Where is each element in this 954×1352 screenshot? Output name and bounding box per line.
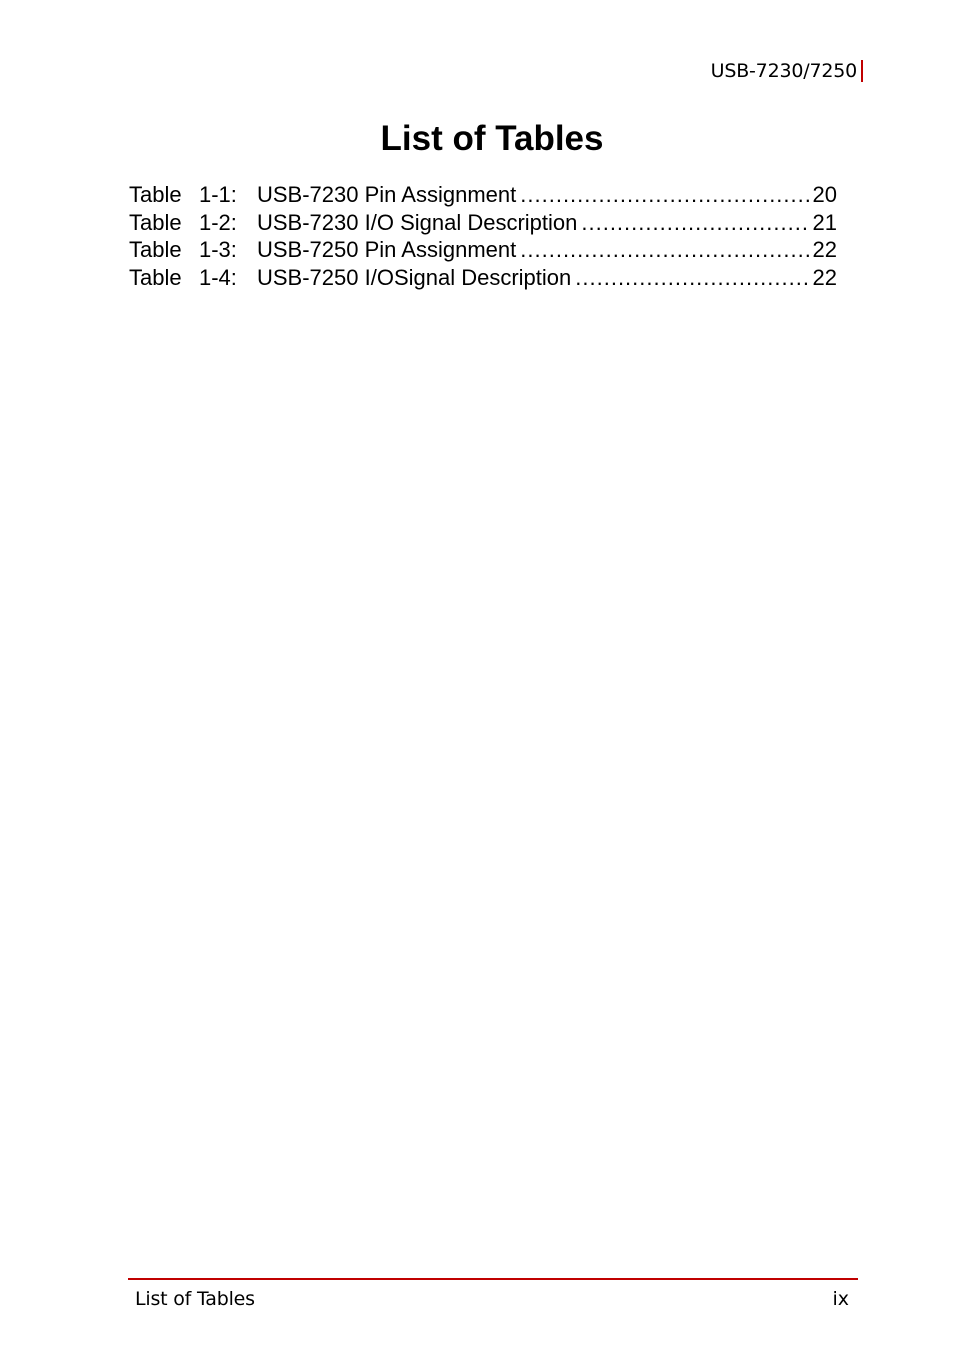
- toc-entry-1-4[interactable]: [129, 265, 837, 293]
- header-accent-bar: [861, 60, 863, 82]
- footer-section-name: List of Tables: [135, 1288, 255, 1310]
- footer-page-number: ix: [832, 1288, 849, 1310]
- toc-entry-number: 1-2:: [199, 209, 237, 235]
- toc-entry-page: 21: [812, 209, 837, 235]
- toc-dot-leader: [520, 237, 808, 263]
- table-of-contents: [129, 182, 837, 292]
- toc-entry-page: 20: [812, 182, 837, 207]
- toc-entry-number: 1-1:: [199, 182, 237, 207]
- toc-entry-title: USB-7230 I/O Signal Description: [257, 209, 578, 235]
- toc-entry-label: Table: [129, 209, 182, 235]
- toc-entry-number: 1-4:: [199, 264, 237, 290]
- toc-entry-1-1[interactable]: [129, 182, 837, 210]
- toc-dot-leader: [520, 182, 808, 208]
- running-header: [711, 58, 863, 84]
- page-title: List of Tables: [380, 119, 604, 158]
- header-product-name: USB-7230/7250: [710, 60, 857, 82]
- footer-rule: [128, 1278, 858, 1280]
- toc-entry-title: USB-7250 Pin Assignment: [257, 237, 517, 262]
- toc-entry-title: USB-7230 Pin Assignment: [257, 182, 517, 207]
- toc-entry-page: 22: [812, 264, 837, 290]
- toc-entry-1-3[interactable]: [129, 237, 837, 265]
- toc-entry-page: 22: [812, 237, 837, 262]
- toc-entry-label: Table: [129, 264, 182, 290]
- toc-entry-title: USB-7250 I/OSignal Description: [257, 264, 572, 290]
- toc-dot-leader: [581, 210, 808, 236]
- toc-entry-label: Table: [129, 237, 182, 262]
- toc-dot-leader: [575, 265, 808, 291]
- toc-entry-1-2[interactable]: [129, 210, 837, 238]
- toc-entry-number: 1-3:: [199, 237, 237, 262]
- toc-entry-label: Table: [129, 182, 182, 207]
